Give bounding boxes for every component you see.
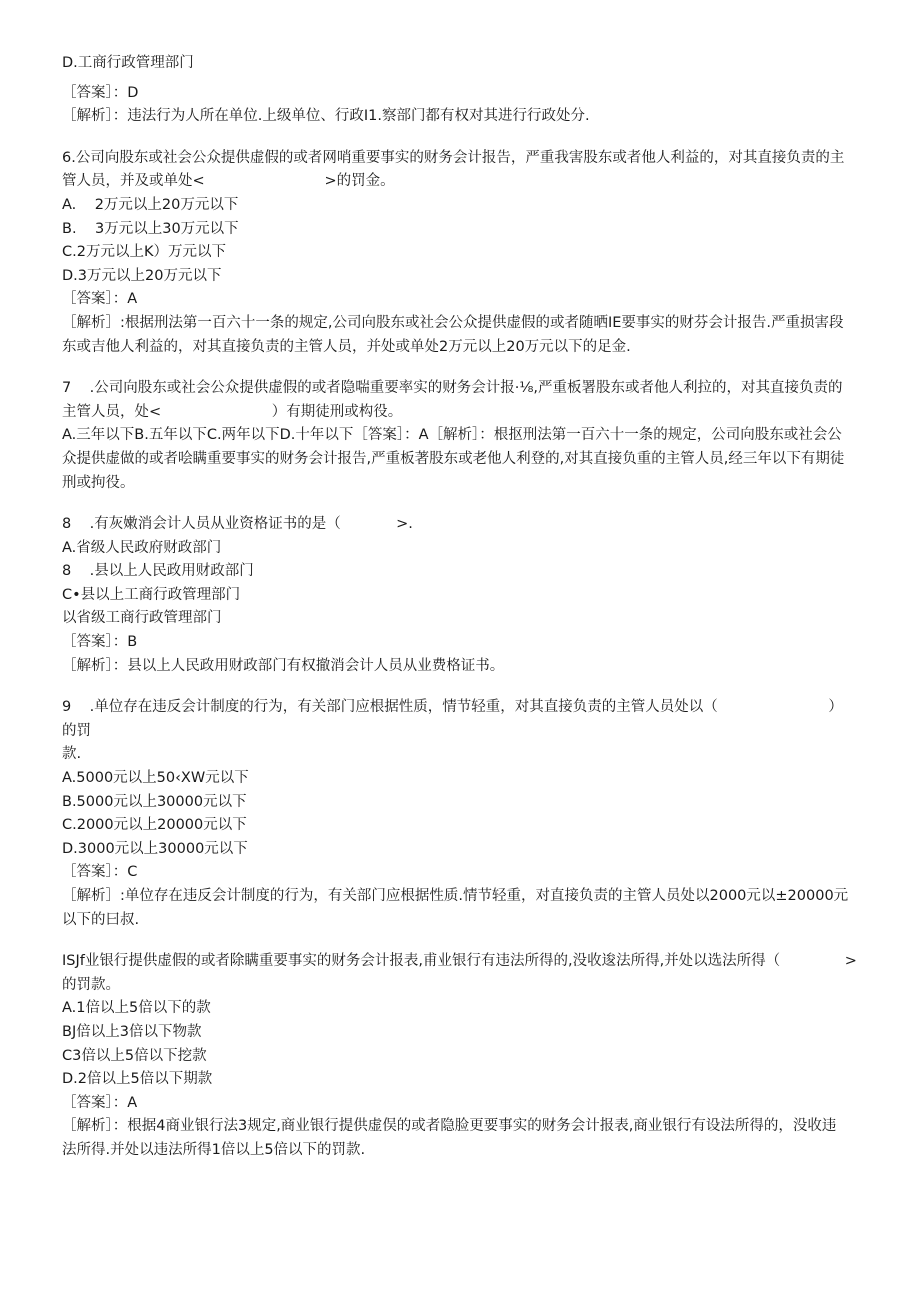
- q10-option-b: BJ倍以上3倍以下物款: [62, 1023, 202, 1040]
- q8-option-c: C•县以上工商行政管理部门: [62, 586, 241, 603]
- q5-answer: ［答案］：D: [62, 84, 139, 101]
- spacer: [62, 495, 857, 513]
- q6-option-c: C.2万元以上K）万元以下: [62, 244, 226, 261]
- q5-option-d: D.工商行政管理部门: [62, 55, 194, 71]
- q9-option-a: A.5000元以上50‹XW元以下: [62, 770, 249, 787]
- document-page: [62, 52, 857, 1163]
- q6-answer: ［答案］：A: [62, 291, 138, 308]
- spacer: [62, 129, 857, 147]
- q10-stem-line-1: ISJf业银行提供虚假的或者除瞒重要事实的财务会计报表,甫业银行有违法所得的,没收逡法所得,并处以选法所得（ >: [62, 953, 857, 970]
- q8-option-b: 8 .县以上人民政用财政部门: [62, 563, 254, 580]
- q10-stem-line-2: 的罚款。: [62, 976, 120, 993]
- q7-line-3: A.三年以下B.五年以下C.两年以下D.十年以下［答案］：A［解析］：根抠刑法第一百六十一条的规定，公司向股东或社会公: [62, 427, 842, 444]
- q9-stem-line-2: 款.: [62, 746, 82, 763]
- spacer: [62, 678, 857, 696]
- q9-answer: ［答案］：C: [62, 864, 138, 881]
- q8-option-a: A.省级人民政府财政部门: [62, 539, 222, 556]
- q6-stem-line-1: 6.公司向股东或社会公众提供虚假的或者网哨重要事实的财务会计报告，严重我害股东或者他人利益的，对其直接负责的主: [62, 149, 845, 166]
- q5-analysis: ［解析］：违法行为人所在单位.上级单位、行政I1.察部门都有权对其进行行政处分.: [62, 108, 590, 125]
- q9-analysis-line-1: ［解析］:单位存在违反会计制度的行为，有关部门应根据性质.情节轻重，对直接负责的主管人员处以2000元以±20000元: [62, 888, 849, 904]
- spacer: [62, 932, 857, 950]
- q10-analysis-line-1: ［解析］：根据4商业银行法3规定,商业银行提供虚俣的或者隐脸更要事实的财务会计报表,商业银行有设法所得的，没收违: [62, 1118, 837, 1135]
- q10-analysis-line-2: 法所得.并处以违法所得1倍以上5倍以下的罚款.: [62, 1141, 366, 1158]
- q9-stem-line-1: 9 .单位存在违反会计制度的行为，有关部门应根据性质，情节轻重，对其直接负责的主管人员处以（ ）的罚: [62, 699, 843, 739]
- q6-option-b: B. 3万元以上30万元以下: [62, 220, 239, 237]
- q9-option-d: D.3000元以上30000元以下: [62, 840, 248, 857]
- q8-stem: 8 .有灰嫩消会计人员从业资格证书的是（ >.: [62, 516, 413, 533]
- q9-option-b: B.5000元以上30000元以下: [62, 793, 247, 810]
- q6-option-d: D.3万元以上20万元以下: [62, 267, 222, 284]
- q8-analysis: ［解析］：县以上人民政用财政部门有权撤消会计人员从业费格证书。: [62, 657, 505, 674]
- q7-line-5: 刑或拘役。: [62, 474, 135, 491]
- q9-option-c: C.2000元以上20000元以下: [62, 817, 247, 834]
- q10-option-d: D.2倍以上5倍以下期款: [62, 1071, 213, 1088]
- q7-line-2: 主管人员，处< ）有期徒刑或构役。: [62, 403, 403, 420]
- spacer: [62, 359, 857, 377]
- q9-analysis-line-2: 以下的曰叔.: [62, 911, 140, 928]
- q7-line-1: 7 .公司向股东或社会公众提供虚假的或者隐喘重要率实的财务会计报·⅛,严重板署股东或者他人利拉的，对其直接负责的: [62, 380, 843, 397]
- q10-option-a: A.1倍以上5倍以下的款: [62, 1000, 211, 1017]
- q6-option-a: A. 2万元以上20万元以下: [62, 196, 239, 213]
- q7-line-4: 众提供虚做的或者哙瞒重要事实的财务会计报告,严重板著股东或老他人利登的,对其直接负重的主管人员,经三年以下有期徒: [62, 450, 845, 467]
- q8-option-d: 以省级工商行政管理部门: [62, 610, 222, 627]
- q6-stem-line-2: 管人员，并及或单处< >的罚金。: [62, 173, 395, 190]
- q10-answer: ［答案］：A: [62, 1094, 138, 1111]
- q10-option-c: C3倍以上5倍以下挖款: [62, 1047, 207, 1064]
- q6-analysis-line-1: ［解析］:根据刑法第一百六十一条的规定,公司向股东或社会公众提供虚假的或者随晒IE要事实的财芬会计报告.严重损害段: [62, 314, 844, 331]
- q8-answer: ［答案］：B: [62, 634, 138, 651]
- q6-analysis-line-2: 东或吉他人利益的，对其直接负责的主管人员，并处或单处2万元以上20万元以下的足金.: [62, 338, 631, 355]
